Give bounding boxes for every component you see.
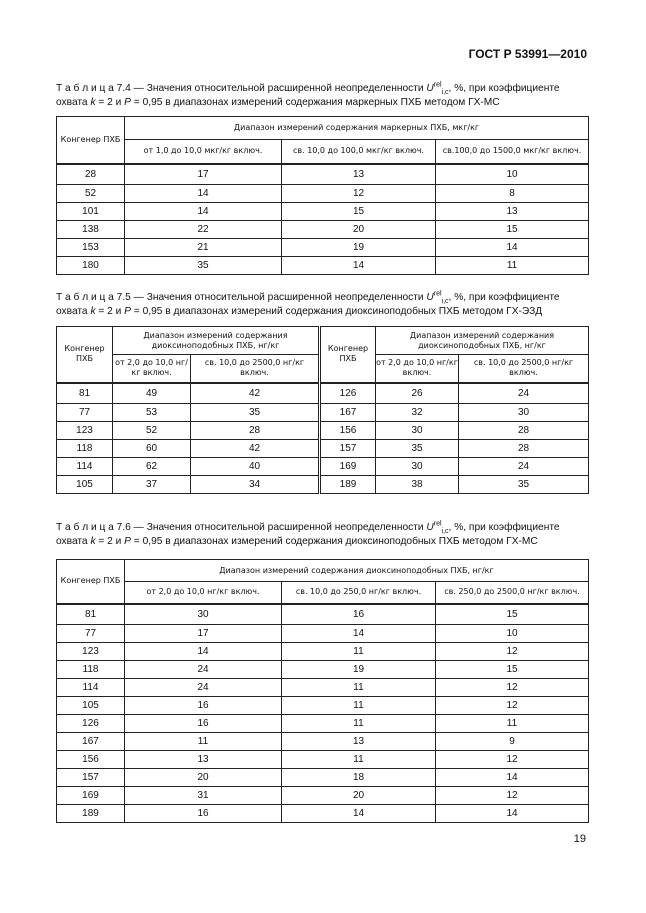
symbol-sub: i,c [441,89,449,97]
value-cell: 53 [113,403,191,421]
value-cell: 11 [436,714,589,732]
value-cell: 21 [125,238,282,256]
symbol-p: P [124,97,131,108]
value-cell: 18 [282,768,436,786]
congener-cell: 138 [57,220,125,238]
value-cell: 11 [282,750,436,768]
congener-cell: 157 [57,768,125,786]
value-cell: 16 [125,696,282,714]
col-congener: Конгенер ПХБ [57,117,125,164]
value-cell: 28 [459,439,589,457]
value-cell: 12 [436,750,589,768]
congener-cell: 81 [57,604,125,625]
table-row [57,439,589,457]
value-cell: 10 [436,164,589,185]
table-row [57,624,589,642]
congener-cell: 101 [57,202,125,220]
table-7-5 [56,326,589,494]
value-cell: 11 [282,642,436,660]
value-cell: 16 [125,714,282,732]
congener-cell: 169 [320,457,376,475]
table-row [57,732,589,750]
value-cell: 13 [282,164,436,185]
caption-text: = 0,95 в диапазонах измерений содержания диоксиноподобных ПХБ методом ГХ-ЭЗД [130,306,543,317]
value-cell: 42 [191,383,320,404]
caption-label: Т а б л и ц а 7.6 [56,522,131,533]
caption-text: = 0,95 в диапазонах измерений содержания маркерных ПХБ методом ГХ-МС [130,97,500,108]
value-cell: 15 [436,660,589,678]
value-cell: 24 [459,383,589,404]
symbol-sup: rel [433,520,442,528]
value-cell: 14 [436,768,589,786]
value-cell: 26 [376,383,459,404]
congener-cell: 105 [57,475,113,493]
value-cell: 12 [436,696,589,714]
value-cell: 34 [191,475,320,493]
symbol-u: U [426,522,434,533]
caption-label: Т а б л и ц а 7.5 [56,292,131,303]
congener-cell: 126 [320,383,376,404]
congener-cell: 114 [57,457,113,475]
value-cell: 11 [436,256,589,274]
congener-cell: 157 [320,439,376,457]
table-row [57,604,589,625]
value-cell: 17 [125,164,282,185]
symbol-p: P [124,536,131,547]
value-cell: 20 [282,786,436,804]
value-cell: 24 [125,660,282,678]
sub-header: св. 10,0 до 2500,0 нг/кг включ. [191,355,320,383]
value-cell: 35 [125,256,282,274]
value-cell: 14 [282,804,436,822]
congener-cell: 114 [57,678,125,696]
table-row [57,421,589,439]
congener-cell: 126 [57,714,125,732]
table-7-5-caption [56,291,589,319]
caption-label: Т а б л и ц а 7.4 [56,83,131,94]
congener-cell: 77 [57,403,113,421]
congener-cell: 156 [57,750,125,768]
table-row [57,403,589,421]
table-row [57,786,589,804]
value-cell: 11 [282,678,436,696]
table-row [57,238,589,256]
table-row [57,804,589,822]
symbol-k: k [90,97,96,108]
table-row [57,714,589,732]
caption-text: — Значения относительной расширенной неопределенности [130,83,427,94]
congener-cell: 153 [57,238,125,256]
congener-cell: 118 [57,660,125,678]
value-cell: 14 [125,642,282,660]
congener-cell: 156 [320,421,376,439]
table-row [57,457,589,475]
caption-text: = 2 и [95,97,125,108]
caption-text: охвата [56,97,91,108]
caption-text: охвата [56,536,91,547]
table-7-4-caption [56,82,589,110]
value-cell: 14 [436,238,589,256]
table-row [57,383,589,404]
sub-header: от 2,0 до 10,0 нг/кг включ. [125,582,282,604]
value-cell: 12 [282,184,436,202]
value-cell: 15 [282,202,436,220]
table-row [57,660,589,678]
caption-text: — Значения относительной расширенной неопределенности [130,292,427,303]
symbol-sub: i,c [441,298,449,306]
value-cell: 30 [125,604,282,625]
caption-text: = 2 и [95,306,125,317]
value-cell: 15 [436,604,589,625]
congener-cell: 81 [57,383,113,404]
value-cell: 28 [459,421,589,439]
table-7-6-caption [56,521,589,549]
sub-header: от 2,0 до 10,0 нг/кг включ. [376,355,459,383]
caption-text: = 2 и [95,536,125,547]
value-cell: 11 [282,714,436,732]
value-cell: 14 [436,804,589,822]
sub-header: от 1,0 до 10,0 мкг/кг включ. [125,140,282,164]
range-header: Диапазон измерений содержания диоксиноподобных ПХБ, нг/кг [125,560,589,582]
value-cell: 19 [282,660,436,678]
congener-cell: 105 [57,696,125,714]
value-cell: 19 [282,238,436,256]
caption-text: — Значения относительной расширенной неопределенности [130,522,427,533]
symbol-u: U [426,292,434,303]
sub-header: св. 10,0 до 250,0 нг/кг включ. [282,582,436,604]
value-cell: 35 [376,439,459,457]
table-row [57,220,589,238]
value-cell: 14 [282,256,436,274]
value-cell: 20 [282,220,436,238]
symbol-sup: rel [433,81,442,89]
congener-cell: 123 [57,642,125,660]
congener-cell: 118 [57,439,113,457]
value-cell: 12 [436,678,589,696]
col-congener-right: Конгенер ПХБ [320,327,376,383]
table-row [57,750,589,768]
value-cell: 13 [282,732,436,750]
range-header: Диапазон измерений содержания диоксиноподобных ПХБ, нг/кг [113,327,320,355]
table-row [57,642,589,660]
symbol-k: k [90,306,96,317]
congener-cell: 167 [320,403,376,421]
caption-text: , %, при коэффициенте [448,522,560,533]
value-cell: 31 [125,786,282,804]
range-header: Диапазон измерений содержания маркерных ПХБ, мкг/кг [125,117,589,140]
value-cell: 60 [113,439,191,457]
congener-cell: 180 [57,256,125,274]
value-cell: 24 [125,678,282,696]
caption-text: , %, при коэффициенте [448,292,560,303]
value-cell: 15 [436,220,589,238]
value-cell: 14 [282,624,436,642]
value-cell: 32 [376,403,459,421]
value-cell: 12 [436,642,589,660]
value-cell: 13 [125,750,282,768]
value-cell: 28 [191,421,320,439]
congener-cell: 28 [57,164,125,185]
caption-text: , %, при коэффициенте [448,83,560,94]
congener-cell: 189 [57,804,125,822]
congener-cell: 169 [57,786,125,804]
symbol-p: P [124,306,131,317]
value-cell: 30 [459,403,589,421]
value-cell: 40 [191,457,320,475]
congener-cell: 167 [57,732,125,750]
table-row [57,256,589,274]
caption-text: охвата [56,306,91,317]
value-cell: 11 [125,732,282,750]
value-cell: 49 [113,383,191,404]
value-cell: 42 [191,439,320,457]
value-cell: 8 [436,184,589,202]
value-cell: 9 [436,732,589,750]
col-congener: Конгенер ПХБ [57,327,113,383]
col-congener: Конгенер ПХБ [57,560,125,604]
value-cell: 12 [436,786,589,804]
page-number: 19 [573,833,586,845]
table-row [57,202,589,220]
value-cell: 30 [376,421,459,439]
table-row [57,164,589,185]
table-7-4 [56,116,589,275]
symbol-sup: rel [433,290,442,298]
document-header: ГОСТ Р 53991—2010 [468,47,587,61]
symbol-u: U [426,83,434,94]
value-cell: 30 [376,457,459,475]
value-cell: 24 [459,457,589,475]
value-cell: 38 [376,475,459,493]
value-cell: 16 [282,604,436,625]
table-row [57,678,589,696]
value-cell: 11 [282,696,436,714]
value-cell: 35 [459,475,589,493]
congener-cell: 189 [320,475,376,493]
table-7-6 [56,559,589,823]
caption-text: = 0,95 в диапазонах измерений содержания диоксиноподобных ПХБ методом ГХ-МС [130,536,538,547]
value-cell: 52 [113,421,191,439]
sub-header: св. 10,0 до 100,0 мкг/кг включ. [282,140,436,164]
value-cell: 22 [125,220,282,238]
value-cell: 14 [125,202,282,220]
congener-cell: 77 [57,624,125,642]
table-row [57,696,589,714]
sub-header: от 2,0 до 10,0 нг/кг включ. [113,355,191,383]
congener-cell: 123 [57,421,113,439]
value-cell: 13 [436,202,589,220]
sub-header: св. 10,0 до 2500,0 нг/кг включ. [459,355,589,383]
value-cell: 16 [125,804,282,822]
symbol-sub: i,c [441,528,449,536]
value-cell: 14 [125,184,282,202]
sub-header: св. 250,0 до 2500,0 нг/кг включ. [436,582,589,604]
symbol-k: k [90,536,96,547]
table-row [57,475,589,493]
table-row [57,184,589,202]
value-cell: 35 [191,403,320,421]
value-cell: 17 [125,624,282,642]
congener-cell: 52 [57,184,125,202]
value-cell: 37 [113,475,191,493]
value-cell: 10 [436,624,589,642]
table-row [57,768,589,786]
value-cell: 20 [125,768,282,786]
range-header-right: Диапазон измерений содержания диоксиноподобных ПХБ, нг/кг [376,327,589,355]
sub-header: св.100,0 до 1500,0 мкг/кг включ. [436,140,589,164]
value-cell: 62 [113,457,191,475]
